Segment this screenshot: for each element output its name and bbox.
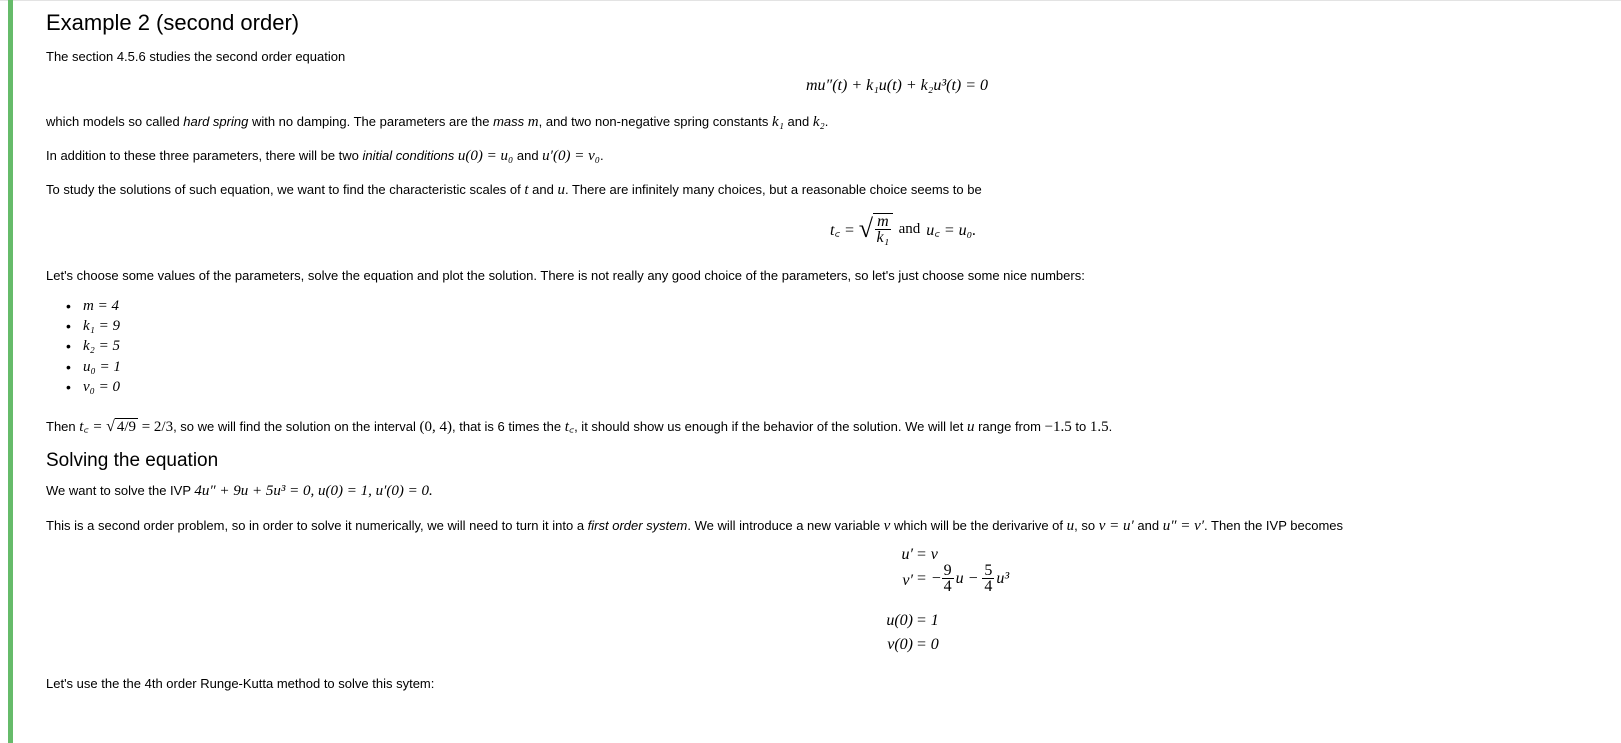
selected-cell-indicator	[8, 0, 13, 743]
math-tc: t꜀ =	[79, 419, 103, 435]
math-uc: u꜀ = u₀.	[926, 222, 977, 239]
text: , and two non-negative spring constants	[538, 114, 773, 129]
text: and	[783, 114, 813, 129]
text: Then	[46, 419, 80, 434]
math-tc-lhs: t꜀ =	[830, 222, 855, 239]
text: To study the solutions of such equation, we want to find the characteristic scales of	[46, 182, 525, 197]
paragraph-first-order-system	[46, 518, 1343, 535]
system-lhs: u(0)	[886, 612, 913, 629]
math-lower: −1.5	[1044, 419, 1072, 435]
paragraph-initial-conditions	[46, 148, 604, 165]
bullet: •	[66, 318, 71, 334]
math-ivp: 4u″ + 9u + 5u³ = 0, u(0) = 1, u′(0) = 0.	[194, 483, 433, 499]
sqrt-radicand	[873, 213, 893, 245]
text: We want to solve the IVP	[46, 483, 195, 498]
text: . Then the IVP becomes	[1204, 518, 1344, 533]
math-u: u	[1066, 518, 1075, 534]
math-v-eq-uprime: v = u′	[1098, 518, 1134, 534]
paragraph-ivp	[46, 483, 433, 500]
parameter-list	[46, 298, 346, 408]
text: , so we will find the solution on the interval	[173, 419, 420, 434]
text: . We will introduce a new variable	[687, 518, 884, 533]
math-upper: 1.5	[1089, 419, 1109, 435]
system-lhs: v′	[902, 572, 913, 589]
text: and	[1133, 518, 1163, 533]
paragraph-runge-kutta: Let's use the the 4th order Runge-Kutta method to solve this sytem:	[46, 676, 435, 691]
paragraph-scales	[46, 182, 982, 199]
numerator: 5	[984, 562, 993, 579]
denominator: 4	[943, 578, 952, 595]
math-u: u	[557, 182, 565, 198]
paragraph-interval	[46, 416, 1112, 436]
math-k1: k₁	[772, 114, 784, 130]
system-rhs-v-prime	[916, 563, 1009, 594]
emphasis-hard-spring: hard spring	[183, 114, 249, 129]
text: .	[824, 114, 829, 129]
list-item: v₀ = 0	[83, 379, 120, 395]
math-upp-eq-vprime: u″ = v′	[1162, 518, 1205, 534]
sqrt-sign: √	[106, 418, 115, 435]
paragraph-hard-spring	[46, 114, 828, 131]
heading-solving: Solving the equation	[46, 450, 219, 471]
text: which models so called	[46, 114, 184, 129]
equation-scales	[830, 213, 976, 245]
text: = −	[916, 569, 942, 587]
math-interval: (0, 4)	[419, 419, 452, 435]
math-two-thirds: = 2/3	[141, 419, 174, 435]
math-u0: u(0) = u₀	[457, 148, 514, 164]
text: .	[1108, 419, 1113, 434]
system-rhs: = v	[916, 546, 938, 563]
fraction-m-over-k1	[875, 214, 891, 245]
text: u³	[996, 569, 1010, 587]
text: range from	[974, 419, 1045, 434]
text: , that is 6 times the	[452, 419, 565, 434]
math-m: m	[527, 114, 539, 130]
text: and	[513, 148, 543, 163]
text-and: and	[898, 220, 921, 237]
sqrt-sign: √	[858, 214, 874, 243]
text: In addition to these three parameters, there will be two	[46, 148, 363, 163]
sqrt-radicand: 4/9	[116, 419, 137, 435]
denominator: k₁	[876, 229, 890, 246]
math-t: t	[524, 182, 529, 198]
text: and	[528, 182, 558, 197]
text: with no damping. The parameters are the	[248, 114, 494, 129]
denominator: 4	[984, 578, 993, 595]
equation-system	[826, 544, 1066, 659]
numerator: 9	[943, 562, 952, 579]
system-lhs: u′	[901, 546, 913, 563]
list-item: k₁ = 9	[83, 318, 120, 334]
text: . There are infinitely many choices, but a reasonable choice seems to be	[564, 182, 982, 197]
emphasis-initial-conditions: initial conditions	[362, 148, 455, 163]
cell-top-border	[0, 0, 1621, 1]
text: This is a second order problem, so in order to solve it numerically, we will need to turn it into a	[46, 518, 588, 533]
bullet: •	[66, 379, 71, 395]
equation-main: mu″(t) + k₁u(t) + k₂u³(t) = 0	[806, 77, 989, 94]
text: , it should show us enough if the behavior of the solution. We will let	[574, 419, 967, 434]
text: u −	[955, 569, 979, 587]
math-v0: u′(0) = v₀	[542, 148, 600, 164]
text: , so	[1074, 518, 1099, 533]
math-tc: t꜀	[564, 419, 575, 435]
paragraph-intro: The section 4.5.6 studies the second order equation	[46, 49, 346, 64]
math-k2: k₂	[812, 114, 825, 130]
system-rhs: = 0	[916, 636, 939, 653]
math-u: u	[966, 419, 975, 435]
text: which will be the derivarive of	[890, 518, 1067, 533]
paragraph-choose-values: Let's choose some values of the parameters, solve the equation and plot the solution. There is not really any good choice of the parameters, so let's just choose some nice numbers:	[46, 268, 1085, 283]
heading-example-2: Example 2 (second order)	[46, 10, 300, 35]
emphasis-first-order-system: first order system	[587, 518, 688, 533]
numerator: m	[877, 213, 889, 230]
system-rhs: = 1	[916, 612, 939, 629]
bullet: •	[66, 359, 71, 375]
text: to	[1071, 419, 1090, 434]
math-v: v	[883, 518, 891, 534]
bullet: •	[66, 298, 71, 314]
fraction-5-4	[982, 563, 994, 594]
system-lhs: v(0)	[887, 636, 913, 653]
list-item: k₂ = 5	[83, 338, 120, 354]
list-item: u₀ = 1	[83, 359, 121, 375]
text: .	[599, 148, 604, 163]
list-item: m = 4	[83, 298, 119, 314]
fraction-9-4	[942, 563, 954, 594]
bullet: •	[66, 338, 71, 354]
emphasis-mass: mass	[493, 114, 525, 129]
